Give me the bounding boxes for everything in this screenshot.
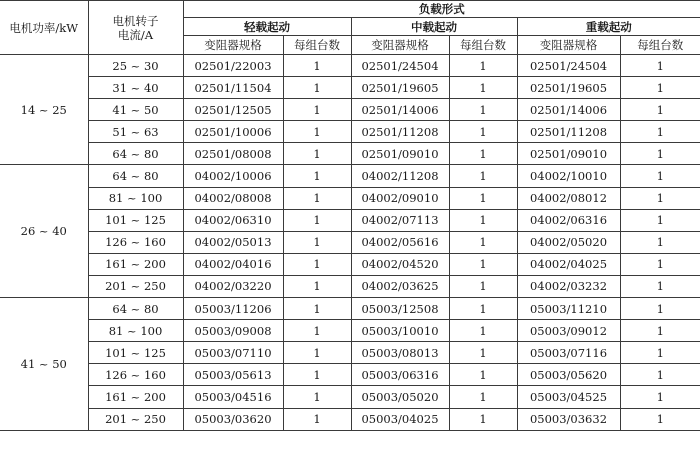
current-cell: 161 ~ 200 (88, 386, 183, 408)
heavy-spec-cell: 05003/09012 (517, 320, 620, 342)
current-cell: 126 ~ 160 (88, 364, 183, 386)
heavy-spec-cell: 05003/03632 (517, 408, 620, 430)
light-spec-cell: 05003/11206 (183, 298, 283, 320)
header-rotor-current (88, 1, 183, 55)
medium-spec-cell: 02501/19605 (351, 77, 449, 99)
light-spec-cell: 02501/12505 (183, 99, 283, 121)
light-spec-cell: 05003/04516 (183, 386, 283, 408)
medium-count-cell: 1 (449, 364, 517, 386)
medium-spec-cell: 05003/08013 (351, 342, 449, 364)
header-rotor-current-line2: 电流/A (117, 27, 154, 42)
header-load-type: 负载形式 (183, 1, 700, 18)
heavy-spec-cell: 02501/09010 (517, 143, 620, 165)
heavy-count-cell: 1 (620, 253, 700, 275)
heavy-count-cell: 1 (620, 275, 700, 297)
medium-spec-cell: 02501/14006 (351, 99, 449, 121)
heavy-spec-cell: 04002/03232 (517, 275, 620, 297)
medium-count-cell: 1 (449, 209, 517, 231)
header-medium-load: 中载起动 (351, 18, 517, 36)
light-spec-cell: 04002/08008 (183, 187, 283, 209)
light-spec-cell: 02501/22003 (183, 55, 283, 77)
table-row (0, 99, 700, 121)
header-light-load: 轻载起动 (183, 18, 351, 36)
heavy-count-cell: 1 (620, 231, 700, 253)
light-count-cell: 1 (283, 209, 351, 231)
current-cell: 201 ~ 250 (88, 275, 183, 297)
table-row (0, 386, 700, 408)
medium-spec-cell: 04002/11208 (351, 165, 449, 187)
medium-count-cell: 1 (449, 165, 517, 187)
current-cell: 41 ~ 50 (88, 99, 183, 121)
heavy-count-cell: 1 (620, 99, 700, 121)
medium-spec-cell: 05003/06316 (351, 364, 449, 386)
heavy-spec-cell: 02501/24504 (517, 55, 620, 77)
medium-spec-cell: 04002/07113 (351, 209, 449, 231)
light-spec-cell: 05003/03620 (183, 408, 283, 430)
heavy-count-cell: 1 (620, 55, 700, 77)
medium-count-cell: 1 (449, 320, 517, 342)
medium-count-cell: 1 (449, 298, 517, 320)
heavy-count-cell: 1 (620, 320, 700, 342)
heavy-count-cell: 1 (620, 386, 700, 408)
heavy-spec-cell: 04002/04025 (517, 253, 620, 275)
current-cell: 101 ~ 125 (88, 209, 183, 231)
light-count-cell: 1 (283, 187, 351, 209)
light-spec-cell: 05003/09008 (183, 320, 283, 342)
table-row (0, 165, 700, 187)
header-motor-power: 电机功率/kW (0, 1, 88, 55)
light-count-cell: 1 (283, 55, 351, 77)
light-count-cell: 1 (283, 342, 351, 364)
light-count-cell: 1 (283, 231, 351, 253)
light-spec-cell: 02501/10006 (183, 121, 283, 143)
table-row (0, 121, 700, 143)
medium-count-cell: 1 (449, 342, 517, 364)
light-spec-cell: 05003/05613 (183, 364, 283, 386)
heavy-count-cell: 1 (620, 77, 700, 99)
light-spec-cell: 05003/07110 (183, 342, 283, 364)
heavy-count-cell: 1 (620, 209, 700, 231)
table-row (0, 55, 700, 77)
heavy-spec-cell: 02501/14006 (517, 99, 620, 121)
table-row (0, 187, 700, 209)
current-cell: 25 ~ 30 (88, 55, 183, 77)
current-cell: 64 ~ 80 (88, 298, 183, 320)
light-count-cell: 1 (283, 77, 351, 99)
medium-spec-cell: 02501/24504 (351, 55, 449, 77)
medium-spec-cell: 04002/05616 (351, 231, 449, 253)
heavy-count-cell: 1 (620, 364, 700, 386)
heavy-count-cell: 1 (620, 143, 700, 165)
heavy-spec-cell: 04002/06316 (517, 209, 620, 231)
light-spec-cell: 02501/11504 (183, 77, 283, 99)
light-spec-cell: 04002/03220 (183, 275, 283, 297)
header-medium-spec: 变阻器规格 (351, 36, 449, 55)
medium-spec-cell: 05003/04025 (351, 408, 449, 430)
light-count-cell: 1 (283, 99, 351, 121)
heavy-count-cell: 1 (620, 187, 700, 209)
light-count-cell: 1 (283, 408, 351, 430)
light-spec-cell: 02501/08008 (183, 143, 283, 165)
header-medium-count: 每组台数 (449, 36, 517, 55)
medium-count-cell: 1 (449, 386, 517, 408)
table-row (0, 77, 700, 99)
medium-count-cell: 1 (449, 253, 517, 275)
table-row (0, 275, 700, 297)
heavy-spec-cell: 04002/10010 (517, 165, 620, 187)
heavy-spec-cell: 05003/05620 (517, 364, 620, 386)
medium-spec-cell: 02501/11208 (351, 121, 449, 143)
header-heavy-count: 每组台数 (620, 36, 700, 55)
heavy-spec-cell: 02501/11208 (517, 121, 620, 143)
medium-count-cell: 1 (449, 99, 517, 121)
medium-spec-cell: 05003/05020 (351, 386, 449, 408)
heavy-count-cell: 1 (620, 121, 700, 143)
table-row (0, 231, 700, 253)
medium-spec-cell: 04002/04520 (351, 253, 449, 275)
light-count-cell: 1 (283, 253, 351, 275)
light-spec-cell: 04002/06310 (183, 209, 283, 231)
light-count-cell: 1 (283, 143, 351, 165)
medium-count-cell: 1 (449, 275, 517, 297)
light-spec-cell: 04002/05013 (183, 231, 283, 253)
light-count-cell: 1 (283, 165, 351, 187)
medium-count-cell: 1 (449, 77, 517, 99)
table-header (0, 1, 700, 55)
heavy-spec-cell: 05003/07116 (517, 342, 620, 364)
light-spec-cell: 04002/10006 (183, 165, 283, 187)
table-row (0, 253, 700, 275)
medium-count-cell: 1 (449, 143, 517, 165)
table-row (0, 298, 700, 320)
medium-spec-cell: 04002/03625 (351, 275, 449, 297)
medium-count-cell: 1 (449, 231, 517, 253)
current-cell: 126 ~ 160 (88, 231, 183, 253)
medium-count-cell: 1 (449, 121, 517, 143)
heavy-count-cell: 1 (620, 408, 700, 430)
current-cell: 81 ~ 100 (88, 320, 183, 342)
light-spec-cell: 04002/04016 (183, 253, 283, 275)
heavy-count-cell: 1 (620, 298, 700, 320)
current-cell: 51 ~ 63 (88, 121, 183, 143)
table-row (0, 143, 700, 165)
medium-spec-cell: 05003/12508 (351, 298, 449, 320)
light-count-cell: 1 (283, 298, 351, 320)
medium-spec-cell: 02501/09010 (351, 143, 449, 165)
current-cell: 31 ~ 40 (88, 77, 183, 99)
current-cell: 64 ~ 80 (88, 165, 183, 187)
heavy-spec-cell: 02501/19605 (517, 77, 620, 99)
motor-power-cell: 26 ~ 40 (0, 165, 88, 298)
heavy-spec-cell: 05003/04525 (517, 386, 620, 408)
medium-spec-cell: 05003/10010 (351, 320, 449, 342)
light-count-cell: 1 (283, 121, 351, 143)
table-row (0, 209, 700, 231)
table-row (0, 342, 700, 364)
heavy-count-cell: 1 (620, 165, 700, 187)
heavy-spec-cell: 04002/08012 (517, 187, 620, 209)
table-row (0, 364, 700, 386)
light-count-cell: 1 (283, 386, 351, 408)
current-cell: 161 ~ 200 (88, 253, 183, 275)
header-light-spec: 变阻器规格 (183, 36, 283, 55)
current-cell: 64 ~ 80 (88, 143, 183, 165)
light-count-cell: 1 (283, 275, 351, 297)
heavy-spec-cell: 04002/05020 (517, 231, 620, 253)
header-heavy-spec: 变阻器规格 (517, 36, 620, 55)
header-rotor-current-line1: 电机转子 (112, 13, 159, 28)
motor-power-cell: 41 ~ 50 (0, 298, 88, 431)
current-cell: 101 ~ 125 (88, 342, 183, 364)
heavy-count-cell: 1 (620, 342, 700, 364)
light-count-cell: 1 (283, 364, 351, 386)
current-cell: 81 ~ 100 (88, 187, 183, 209)
light-count-cell: 1 (283, 320, 351, 342)
motor-power-cell: 14 ~ 25 (0, 55, 88, 165)
table-row (0, 320, 700, 342)
medium-count-cell: 1 (449, 408, 517, 430)
table-body (0, 55, 700, 431)
header-light-count: 每组台数 (283, 36, 351, 55)
medium-count-cell: 1 (449, 187, 517, 209)
heavy-spec-cell: 05003/11210 (517, 298, 620, 320)
header-heavy-load: 重载起动 (517, 18, 700, 36)
table-row (0, 408, 700, 430)
current-cell: 201 ~ 250 (88, 408, 183, 430)
medium-spec-cell: 04002/09010 (351, 187, 449, 209)
medium-count-cell: 1 (449, 55, 517, 77)
